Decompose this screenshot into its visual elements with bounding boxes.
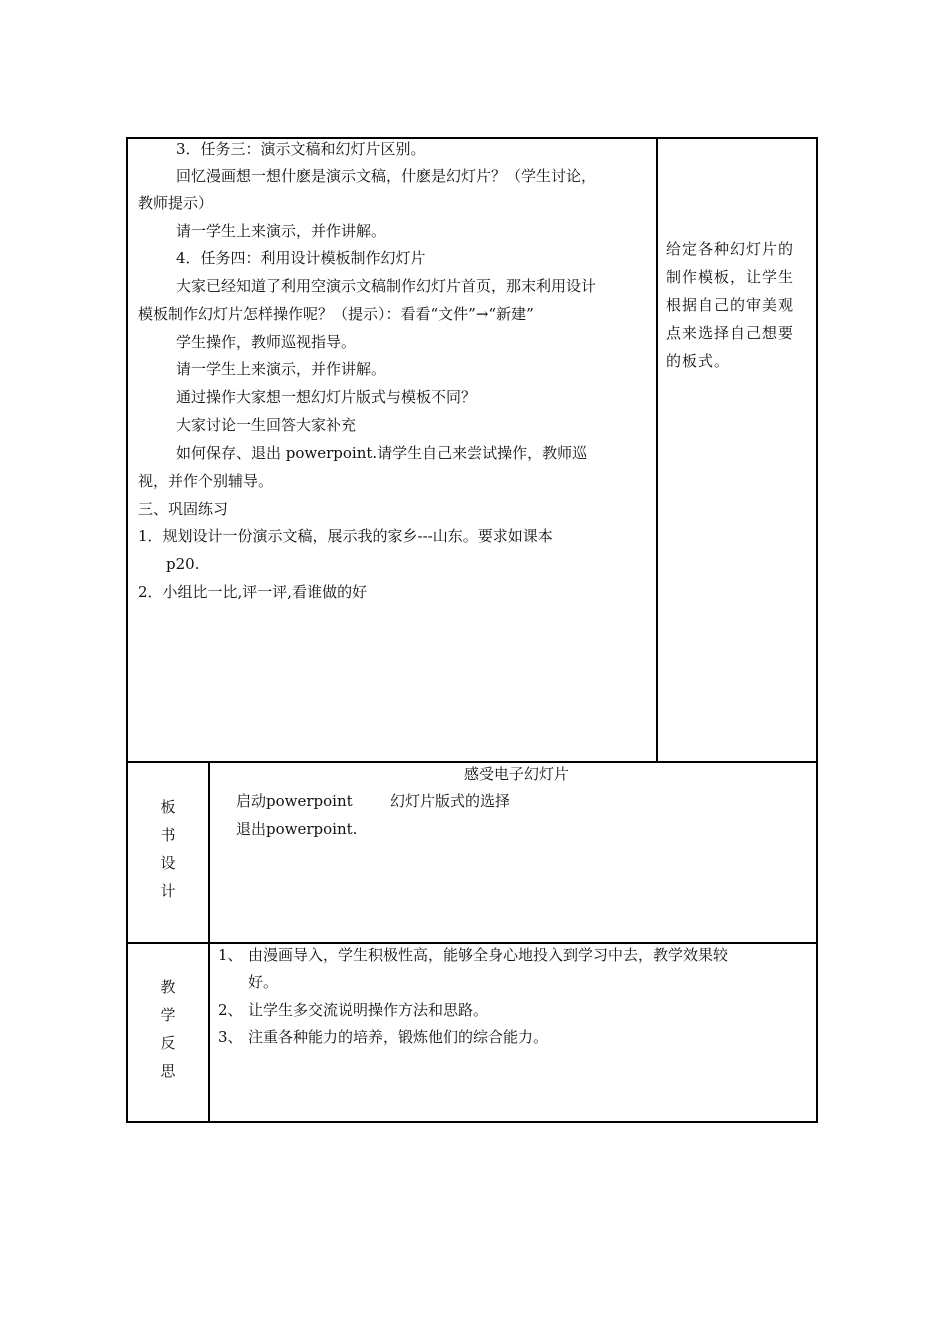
process-line: 如何保存、退出 powerpoint.请学生自己来尝试操作，教师巡 <box>176 444 588 462</box>
blackboard-exit-label: 退出powerpoint. <box>236 820 358 838</box>
reflection-item-text: 好。 <box>248 973 279 991</box>
process-line: 教师提示） <box>138 194 214 212</box>
process-line: 4．任务四：利用设计模板制作幻灯片 <box>176 249 426 267</box>
process-line: 请一学生上来演示，并作讲解。 <box>176 222 387 240</box>
lesson-plan-table <box>126 137 818 1123</box>
reflection-label-char: 反 <box>160 1034 176 1052</box>
reflection-item-number: 1、 <box>218 946 243 964</box>
process-line: 大家讨论一生回答大家补充 <box>176 416 357 434</box>
blackboard-label-char: 计 <box>160 882 176 900</box>
teaching-process-cell <box>128 139 656 761</box>
reflection-content-cell <box>210 944 818 1123</box>
process-line: 模板制作幻灯片怎样操作呢？（提示）：看看“文件”→“新建” <box>138 305 534 323</box>
blackboard-label-char: 设 <box>160 854 176 872</box>
reflection-label-char: 思 <box>160 1062 176 1080</box>
process-line: 2．小组比一比,评一评,看谁做的好 <box>138 583 368 601</box>
process-line: 通过操作大家想一想幻灯片版式与模板不同？ <box>176 388 477 406</box>
blackboard-layout-label: 幻灯片版式的选择 <box>390 792 511 810</box>
reflection-label-char: 学 <box>160 1006 176 1024</box>
side-note-line: 给定各种幻灯片的 <box>666 240 795 258</box>
side-note-cell <box>658 139 818 761</box>
side-note-line: 根据自己的审美观 <box>666 296 795 314</box>
side-note-line: 的板式。 <box>666 352 731 370</box>
process-line: 回忆漫画想一想什麽是演示文稿，什麽是幻灯片？（学生讨论， <box>176 167 597 185</box>
blackboard-content-cell <box>210 763 818 942</box>
blackboard-start-label: 启动powerpoint <box>236 792 353 810</box>
process-line: 3．任务三：演示文稿和幻灯片区别。 <box>176 140 426 158</box>
side-note-line: 制作模板，让学生 <box>666 268 795 286</box>
process-line: 视，并作个别辅导。 <box>138 472 274 490</box>
process-line: 请一学生上来演示，并作讲解。 <box>176 360 387 378</box>
side-note-line: 点来选择自己想要 <box>666 324 795 342</box>
reflection-item-number: 3、 <box>218 1028 243 1046</box>
process-line: p20. <box>166 555 200 573</box>
blackboard-label-char: 板 <box>160 798 176 816</box>
process-line: 三、巩固练习 <box>138 500 229 518</box>
process-line: 大家已经知道了利用空演示文稿制作幻灯片首页，那末利用设计 <box>176 277 597 295</box>
process-line: 学生操作，教师巡视指导。 <box>176 333 357 351</box>
process-line: 1．规划设计一份演示文稿，展示我的家乡---山东。要求如课本 <box>138 527 553 545</box>
reflection-label-cell <box>128 944 208 1123</box>
reflection-label-char: 教 <box>160 978 176 996</box>
reflection-item-text: 由漫画导入，学生积极性高，能够全身心地投入到学习中去，教学效果较 <box>248 946 729 964</box>
blackboard-label-cell <box>128 763 208 942</box>
reflection-item-text: 注重各种能力的培养，锻炼他们的综合能力。 <box>248 1028 549 1046</box>
blackboard-title: 感受电子幻灯片 <box>464 765 570 783</box>
reflection-item-text: 让学生多交流说明操作方法和思路。 <box>248 1001 489 1019</box>
blackboard-label-char: 书 <box>160 826 176 844</box>
reflection-item-number: 2、 <box>218 1001 243 1019</box>
